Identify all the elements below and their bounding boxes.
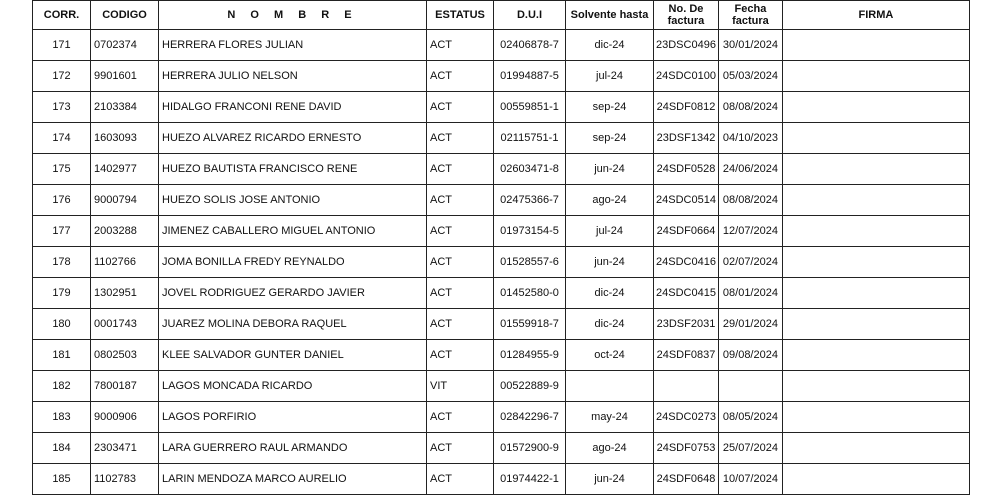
cell-estatus: ACT — [427, 247, 494, 278]
table-row — [33, 123, 970, 154]
cell-nombre: HERRERA JULIO NELSON — [159, 61, 427, 92]
header-solvente: Solvente hasta — [566, 1, 654, 30]
cell-solvente: jun-24 — [566, 464, 654, 495]
cell-solvente: oct-24 — [566, 340, 654, 371]
cell-nombre: KLEE SALVADOR GUNTER DANIEL — [159, 340, 427, 371]
cell-dui: 01974422-1 — [494, 464, 566, 495]
cell-estatus: ACT — [427, 61, 494, 92]
table-row — [33, 154, 970, 185]
cell-dui: 00559851-1 — [494, 92, 566, 123]
cell-dui: 01559918-7 — [494, 309, 566, 340]
cell-dui: 01528557-6 — [494, 247, 566, 278]
cell-corr: 174 — [33, 123, 91, 154]
cell-factura — [654, 371, 719, 402]
cell-nombre: LAGOS PORFIRIO — [159, 402, 427, 433]
cell-codigo: 0001743 — [91, 309, 159, 340]
cell-codigo: 0702374 — [91, 30, 159, 61]
header-dui: D.U.I — [494, 1, 566, 30]
cell-factura: 23DSC0496 — [654, 30, 719, 61]
cell-firma — [782, 309, 969, 340]
cell-solvente: jun-24 — [566, 154, 654, 185]
members-table — [32, 0, 970, 495]
cell-fecha: 09/08/2024 — [718, 340, 782, 371]
cell-fecha: 29/01/2024 — [718, 309, 782, 340]
cell-dui: 00522889-9 — [494, 371, 566, 402]
cell-estatus: ACT — [427, 402, 494, 433]
cell-firma — [782, 123, 969, 154]
header-fecha: Fecha factura — [718, 1, 782, 30]
table-row — [33, 30, 970, 61]
table-row — [33, 340, 970, 371]
cell-solvente: dic-24 — [566, 309, 654, 340]
cell-firma — [782, 154, 969, 185]
cell-solvente: ago-24 — [566, 433, 654, 464]
header-codigo: CODIGO — [91, 1, 159, 30]
cell-firma — [782, 61, 969, 92]
cell-codigo: 2303471 — [91, 433, 159, 464]
cell-dui: 02603471-8 — [494, 154, 566, 185]
cell-corr: 173 — [33, 92, 91, 123]
cell-dui: 02115751-1 — [494, 123, 566, 154]
cell-nombre: JUAREZ MOLINA DEBORA RAQUEL — [159, 309, 427, 340]
cell-firma — [782, 371, 969, 402]
table-row — [33, 247, 970, 278]
table-row — [33, 278, 970, 309]
cell-nombre: HERRERA FLORES JULIAN — [159, 30, 427, 61]
table-row — [33, 61, 970, 92]
cell-factura: 24SDF0648 — [654, 464, 719, 495]
cell-estatus: ACT — [427, 92, 494, 123]
cell-firma — [782, 185, 969, 216]
cell-nombre: LAGOS MONCADA RICARDO — [159, 371, 427, 402]
cell-estatus: VIT — [427, 371, 494, 402]
cell-estatus: ACT — [427, 123, 494, 154]
cell-nombre: JOMA BONILLA FREDY REYNALDO — [159, 247, 427, 278]
header-firma: FIRMA — [782, 1, 969, 30]
cell-solvente: jun-24 — [566, 247, 654, 278]
cell-nombre: JIMENEZ CABALLERO MIGUEL ANTONIO — [159, 216, 427, 247]
cell-corr: 171 — [33, 30, 91, 61]
header-estatus: ESTATUS — [427, 1, 494, 30]
cell-estatus: ACT — [427, 154, 494, 185]
cell-solvente: sep-24 — [566, 123, 654, 154]
cell-fecha: 08/05/2024 — [718, 402, 782, 433]
cell-estatus: ACT — [427, 216, 494, 247]
cell-solvente: sep-24 — [566, 92, 654, 123]
cell-fecha: 08/08/2024 — [718, 92, 782, 123]
cell-solvente: jul-24 — [566, 216, 654, 247]
cell-fecha: 08/08/2024 — [718, 185, 782, 216]
cell-firma — [782, 433, 969, 464]
cell-codigo: 9901601 — [91, 61, 159, 92]
cell-estatus: ACT — [427, 278, 494, 309]
header-nombre: N O M B R E — [159, 1, 427, 30]
table-row — [33, 402, 970, 433]
cell-solvente: dic-24 — [566, 30, 654, 61]
cell-dui: 01994887-5 — [494, 61, 566, 92]
cell-corr: 172 — [33, 61, 91, 92]
cell-factura: 24SDC0415 — [654, 278, 719, 309]
cell-factura: 24SDF0812 — [654, 92, 719, 123]
cell-nombre: LARA GUERRERO RAUL ARMANDO — [159, 433, 427, 464]
table-header-row — [33, 1, 970, 30]
cell-codigo: 1402977 — [91, 154, 159, 185]
table-row — [33, 371, 970, 402]
cell-firma — [782, 340, 969, 371]
cell-firma — [782, 247, 969, 278]
cell-factura: 24SDF0753 — [654, 433, 719, 464]
cell-firma — [782, 464, 969, 495]
cell-corr: 181 — [33, 340, 91, 371]
cell-factura: 24SDF0664 — [654, 216, 719, 247]
cell-factura: 24SDF0837 — [654, 340, 719, 371]
cell-solvente: jul-24 — [566, 61, 654, 92]
cell-firma — [782, 278, 969, 309]
cell-codigo: 9000906 — [91, 402, 159, 433]
cell-codigo: 0802503 — [91, 340, 159, 371]
cell-solvente — [566, 371, 654, 402]
cell-nombre: HUEZO BAUTISTA FRANCISCO RENE — [159, 154, 427, 185]
cell-solvente: dic-24 — [566, 278, 654, 309]
cell-solvente: may-24 — [566, 402, 654, 433]
cell-codigo: 1102783 — [91, 464, 159, 495]
table-row — [33, 92, 970, 123]
cell-fecha — [718, 371, 782, 402]
cell-fecha: 25/07/2024 — [718, 433, 782, 464]
cell-dui: 02406878-7 — [494, 30, 566, 61]
cell-fecha: 08/01/2024 — [718, 278, 782, 309]
table-row — [33, 309, 970, 340]
table-row — [33, 464, 970, 495]
cell-factura: 24SDC0273 — [654, 402, 719, 433]
cell-codigo: 1302951 — [91, 278, 159, 309]
cell-corr: 185 — [33, 464, 91, 495]
cell-corr: 177 — [33, 216, 91, 247]
cell-fecha: 12/07/2024 — [718, 216, 782, 247]
cell-factura: 24SDF0528 — [654, 154, 719, 185]
cell-factura: 24SDC0514 — [654, 185, 719, 216]
cell-fecha: 05/03/2024 — [718, 61, 782, 92]
cell-estatus: ACT — [427, 433, 494, 464]
cell-dui: 01572900-9 — [494, 433, 566, 464]
cell-corr: 175 — [33, 154, 91, 185]
cell-nombre: LARIN MENDOZA MARCO AURELIO — [159, 464, 427, 495]
cell-factura: 23DSF2031 — [654, 309, 719, 340]
cell-estatus: ACT — [427, 309, 494, 340]
cell-fecha: 10/07/2024 — [718, 464, 782, 495]
cell-corr: 179 — [33, 278, 91, 309]
table-row — [33, 185, 970, 216]
cell-corr: 184 — [33, 433, 91, 464]
cell-dui: 01452580-0 — [494, 278, 566, 309]
cell-codigo: 1102766 — [91, 247, 159, 278]
cell-firma — [782, 92, 969, 123]
cell-corr: 180 — [33, 309, 91, 340]
table-row — [33, 216, 970, 247]
cell-codigo: 2103384 — [91, 92, 159, 123]
cell-factura: 23DSF1342 — [654, 123, 719, 154]
cell-nombre: HUEZO ALVAREZ RICARDO ERNESTO — [159, 123, 427, 154]
cell-dui: 01973154-5 — [494, 216, 566, 247]
cell-firma — [782, 30, 969, 61]
cell-factura: 24SDC0100 — [654, 61, 719, 92]
cell-codigo: 1603093 — [91, 123, 159, 154]
cell-fecha: 02/07/2024 — [718, 247, 782, 278]
cell-dui: 02475366-7 — [494, 185, 566, 216]
header-factura: No. De factura — [654, 1, 719, 30]
cell-codigo: 2003288 — [91, 216, 159, 247]
cell-firma — [782, 402, 969, 433]
cell-nombre: JOVEL RODRIGUEZ GERARDO JAVIER — [159, 278, 427, 309]
cell-factura: 24SDC0416 — [654, 247, 719, 278]
cell-estatus: ACT — [427, 30, 494, 61]
cell-codigo: 7800187 — [91, 371, 159, 402]
cell-firma — [782, 216, 969, 247]
cell-corr: 176 — [33, 185, 91, 216]
cell-fecha: 04/10/2023 — [718, 123, 782, 154]
header-corr: CORR. — [33, 1, 91, 30]
cell-nombre: HIDALGO FRANCONI RENE DAVID — [159, 92, 427, 123]
cell-dui: 02842296-7 — [494, 402, 566, 433]
cell-dui: 01284955-9 — [494, 340, 566, 371]
cell-fecha: 30/01/2024 — [718, 30, 782, 61]
cell-solvente: ago-24 — [566, 185, 654, 216]
cell-corr: 183 — [33, 402, 91, 433]
cell-corr: 178 — [33, 247, 91, 278]
cell-fecha: 24/06/2024 — [718, 154, 782, 185]
cell-estatus: ACT — [427, 464, 494, 495]
cell-codigo: 9000794 — [91, 185, 159, 216]
cell-estatus: ACT — [427, 185, 494, 216]
cell-estatus: ACT — [427, 340, 494, 371]
cell-nombre: HUEZO SOLIS JOSE ANTONIO — [159, 185, 427, 216]
table-row — [33, 433, 970, 464]
cell-corr: 182 — [33, 371, 91, 402]
